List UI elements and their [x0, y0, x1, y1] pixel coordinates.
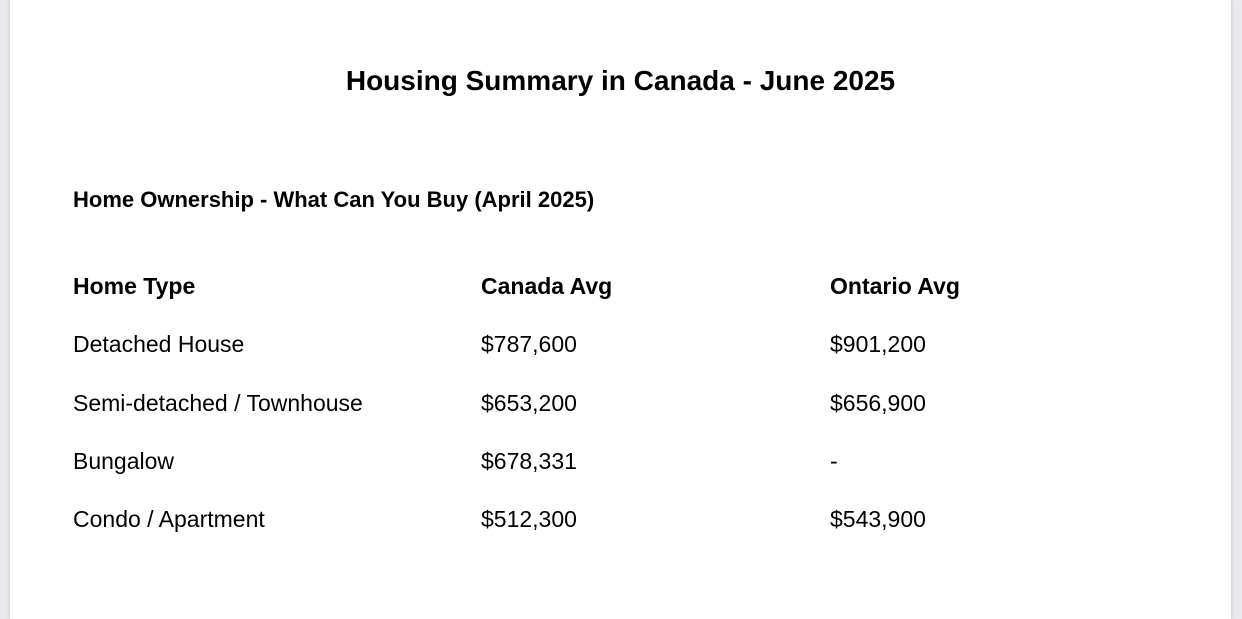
ontario-avg-cell: -	[830, 448, 838, 474]
table-row	[73, 503, 1173, 535]
canada-avg-cell: $678,331	[481, 448, 577, 474]
home-type-cell: Condo / Apartment	[73, 506, 265, 532]
table-row	[73, 328, 1173, 360]
section-heading: Home Ownership - What Can You Buy (April 2025)	[73, 187, 595, 212]
column-header-ontario-avg: Ontario Avg	[830, 273, 960, 299]
column-header-canada-avg: Canada Avg	[481, 273, 613, 299]
canada-avg-cell: $512,300	[481, 506, 577, 532]
ontario-avg-cell: $543,900	[830, 506, 926, 532]
page-title: Housing Summary in Canada - June 2025	[345, 65, 896, 96]
table-header-row	[73, 270, 1173, 302]
ontario-avg-cell: $901,200	[830, 331, 926, 357]
home-type-cell: Bungalow	[73, 448, 175, 474]
home-type-cell: Detached House	[73, 331, 245, 357]
canada-avg-cell: $653,200	[481, 390, 577, 416]
table-row	[73, 387, 1173, 419]
canada-avg-cell: $787,600	[481, 331, 577, 357]
document-page	[10, 0, 1231, 619]
column-header-home-type: Home Type	[73, 273, 196, 299]
home-type-cell: Semi-detached / Townhouse	[73, 390, 363, 416]
ontario-avg-cell: $656,900	[830, 390, 926, 416]
table-row	[73, 445, 1173, 477]
